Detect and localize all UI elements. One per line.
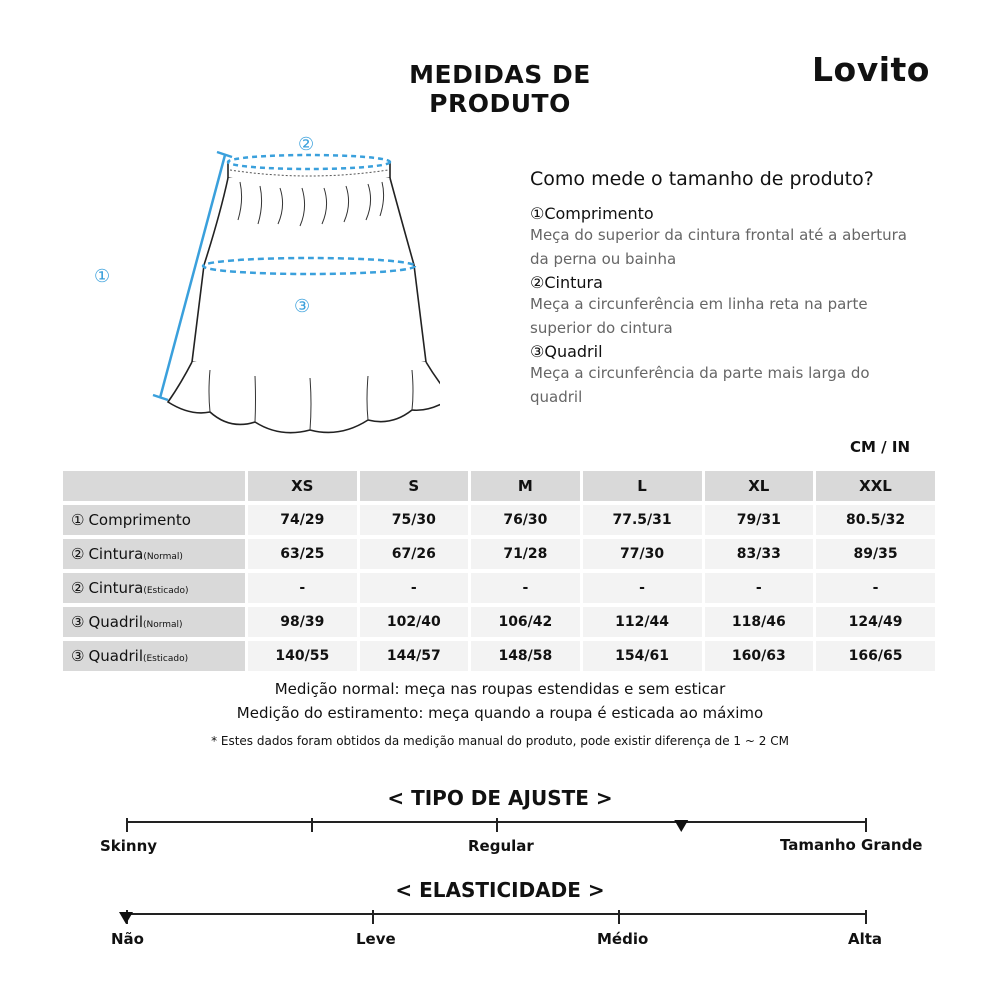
how-item-waist-title: ②Cintura: [530, 273, 603, 292]
marker-waist: ②: [298, 134, 315, 155]
table-cell: 112/44: [583, 607, 702, 637]
fit-label-plus: Tamanho Grande: [780, 836, 923, 854]
note-stretch: Medição do estiramento: meça quando a roupa é esticada ao máximo: [236, 704, 764, 722]
table-cell: -: [816, 573, 935, 603]
size-header: XXL: [816, 471, 935, 501]
row-label: ② Cintura(Esticado): [63, 573, 245, 603]
note-normal: Medição normal: meça nas roupas estendidas e sem esticar: [274, 680, 726, 698]
size-header: XL: [705, 471, 814, 501]
how-to-measure: [530, 168, 950, 411]
table-cell: 77.5/31: [583, 505, 702, 535]
skirt-diagram: [80, 120, 440, 460]
size-header: XS: [248, 471, 357, 501]
table-cell: 67/26: [360, 539, 469, 569]
table-cell: 77/30: [583, 539, 702, 569]
table-cell: -: [471, 573, 580, 603]
table-cell: 80.5/32: [816, 505, 935, 535]
table-cell: -: [360, 573, 469, 603]
row-label: ② Cintura(Normal): [63, 539, 245, 569]
how-item-hip-title: ③Quadril: [530, 342, 603, 361]
fit-label-regular: Regular: [468, 837, 534, 855]
size-header-row: [63, 471, 935, 501]
table-cell: 63/25: [248, 539, 357, 569]
table-cell: -: [248, 573, 357, 603]
elasticity-scale-title: < ELASTICIDADE >: [395, 878, 605, 902]
table-row: [63, 573, 935, 603]
fit-marker-icon: [674, 820, 688, 832]
table-cell: 106/42: [471, 607, 580, 637]
row-label: ① Comprimento: [63, 505, 245, 535]
table-cell: 148/58: [471, 641, 580, 671]
size-header-blank: [63, 471, 245, 501]
fit-scale-title: < TIPO DE AJUSTE >: [387, 786, 613, 810]
elasticity-label-alta: Alta: [848, 930, 883, 948]
table-cell: 89/35: [816, 539, 935, 569]
elasticity-label-leve: Leve: [356, 930, 396, 948]
note-disclaimer: * Estes dados foram obtidos da medição manual do produto, pode existir diferença de 1 ~ 2 CM: [211, 734, 789, 748]
size-header: S: [360, 471, 469, 501]
marker-hip: ③: [294, 296, 311, 317]
table-cell: 166/65: [816, 641, 935, 671]
table-cell: 79/31: [705, 505, 814, 535]
elasticity-marker-icon: [119, 912, 133, 924]
table-cell: 118/46: [705, 607, 814, 637]
table-cell: 98/39: [248, 607, 357, 637]
table-cell: 144/57: [360, 641, 469, 671]
elasticity-scale-track: [0, 902, 1000, 932]
brand-logo: Lovito: [812, 50, 930, 89]
how-item-length-title: ①Comprimento: [530, 204, 654, 223]
table-cell: 75/30: [360, 505, 469, 535]
marker-length: ①: [94, 266, 111, 287]
table-cell: 102/40: [360, 607, 469, 637]
how-item-length-desc: Meça do superior da cintura frontal até a abertura da perna ou bainha: [530, 226, 907, 268]
table-row: [63, 641, 935, 671]
table-cell: 74/29: [248, 505, 357, 535]
table-cell: 83/33: [705, 539, 814, 569]
size-header: M: [471, 471, 580, 501]
size-table: [60, 467, 938, 675]
table-cell: 71/28: [471, 539, 580, 569]
table-cell: 124/49: [816, 607, 935, 637]
table-cell: 154/61: [583, 641, 702, 671]
table-cell: 160/63: [705, 641, 814, 671]
elasticity-label-medio: Médio: [597, 930, 649, 948]
table-cell: 76/30: [471, 505, 580, 535]
how-to-measure-title: Como mede o tamanho de produto?: [530, 168, 874, 190]
row-label: ③ Quadril(Esticado): [63, 641, 245, 671]
row-label: ③ Quadril(Normal): [63, 607, 245, 637]
table-cell: -: [583, 573, 702, 603]
fit-label-skinny: Skinny: [100, 837, 158, 855]
table-cell: -: [705, 573, 814, 603]
table-cell: 140/55: [248, 641, 357, 671]
table-row: [63, 539, 935, 569]
table-row: [63, 505, 935, 535]
page-title: MEDIDAS DE PRODUTO: [409, 60, 591, 118]
elasticity-label-nao: Não: [111, 930, 144, 948]
size-header: L: [583, 471, 702, 501]
table-row: [63, 607, 935, 637]
how-item-hip-desc: Meça a circunferência da parte mais larga do quadril: [530, 364, 870, 406]
how-item-waist-desc: Meça a circunferência em linha reta na parte superior do cintura: [530, 295, 868, 337]
units-label: CM / IN: [850, 438, 910, 456]
